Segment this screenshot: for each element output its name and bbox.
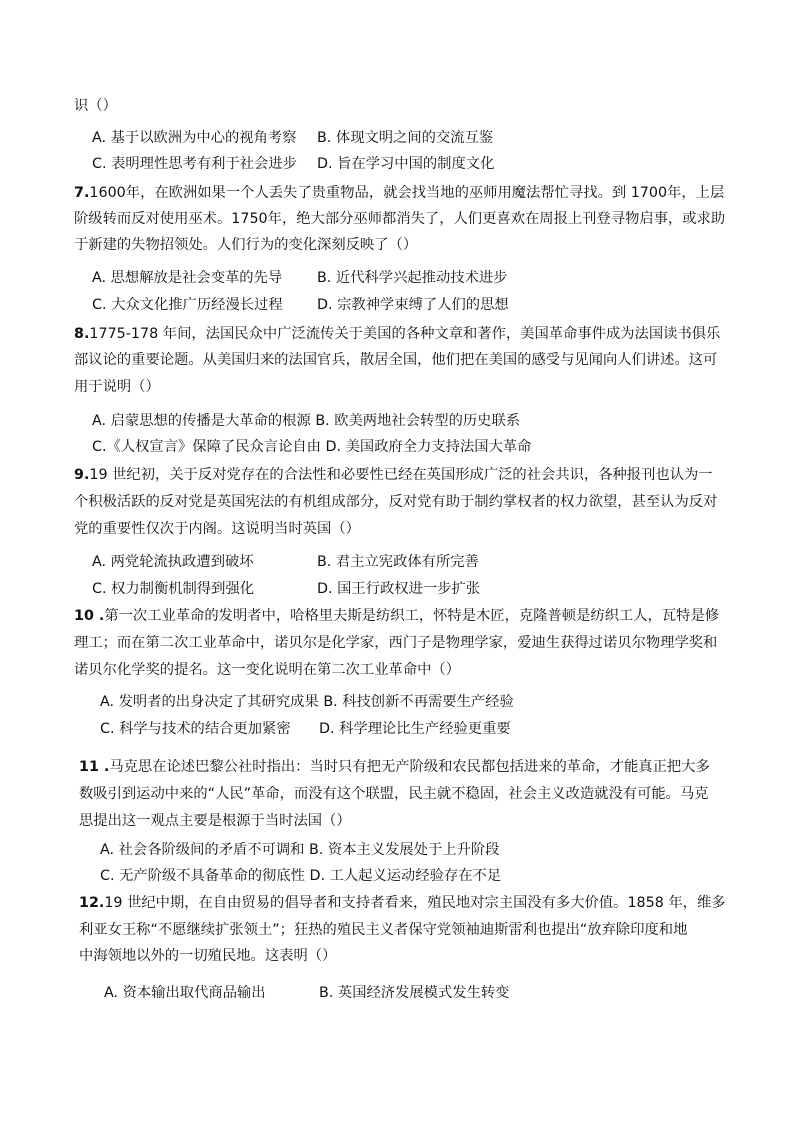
q12-option-b: B. 英国经济发展模式发生转变: [319, 985, 510, 1001]
q8-options-ab: A. 启蒙思想的传播是大革命的根源 B. 欧美两地社会转型的历史联系: [92, 413, 521, 429]
q7-option-a: A. 思想解放是社会变革的先导: [92, 270, 283, 286]
q11-options-cd: C. 无产阶级不具备革命的彻底性 D. 工人起义运动经验存在不足: [100, 868, 502, 884]
question-9-line-2: 个积极活跃的反对党是英国宪法的有机组成部分，反对党有助于制约掌权者的权力欲望，甚至认为反对: [74, 494, 718, 510]
question-7-line-2: 阶级转而反对使用巫术。1750年，绝大部分巫师都消失了，人们更喜欢在周报上刊登寻物启事，或求助: [74, 211, 726, 227]
question-9-line-1: 9.19 世纪初，关于反对党存在的合法性和必要性已经在英国形成广泛的社会共识，各种报刊也认为一: [74, 467, 713, 483]
q10-option-c: C. 科学与技术的结合更加紧密: [100, 721, 291, 737]
question-7-line-3: 于新建的失物招领处。人们行为的变化深刻反映了（）: [74, 237, 418, 253]
q6-option-b: B. 体现文明之间的交流互鉴: [317, 130, 494, 146]
q7-option-d: D. 宗教神学束缚了人们的思想: [317, 297, 509, 313]
q9-option-a: A. 两党轮流执政遭到破坏: [92, 554, 254, 570]
question-8-line-2: 部议论的重要论题。从美国归来的法国官兵，散居全国，他们把在美国的感受与见闻向人们讲述。这可: [74, 352, 718, 368]
q10-option-d: D. 科学理论比生产经验更重要: [319, 721, 511, 737]
question-7-number: 7.: [74, 185, 90, 201]
question-12-number: 12.: [79, 895, 105, 911]
q9-option-b: B. 君主立宪政体有所完善: [317, 554, 479, 570]
q8-options-cd: C.《人权宣言》保障了民众言论自由 D. 美国政府全力支持法国大革命: [92, 439, 532, 455]
question-11-line-2: 数吸引到运动中来的“人民”革命，而没有这个联盟，民主就不稳固，社会主义改造就没有可能。马克: [79, 786, 709, 802]
q9-option-d: D. 国王行政权进一步扩张: [317, 581, 481, 597]
question-10-line-3: 诺贝尔化学奖的提名。这一变化说明在第二次工业革命中（）: [74, 662, 461, 678]
question-7-line-1: 7.1600年，在欧洲如果一个人丢失了贵重物品，就会找当地的巫师用魔法帮忙寻找。到 1700年，上层: [74, 185, 725, 201]
q12-option-a: A. 资本输出取代商品输出: [104, 985, 266, 1001]
question-9-line-3: 党的重要性仅次于内阁。这说明当时英国（）: [74, 521, 360, 537]
question-12-line-3: 中海领地以外的一切殖民地。这表明（）: [79, 948, 337, 964]
question-11-line-1: 11 .马克思在论述巴黎公社时指出：当时只有把无产阶级和农民都包括进来的革命，才能真正把大多: [79, 759, 710, 775]
question-12-line-2: 利亚女王称“不愿继续扩张领土”；狂热的殖民主义者保守党领袖迪斯雷利也提出“放弃除印度和地: [79, 922, 688, 938]
question-10-line-1: 10 .第一次工业革命的发明者中，哈格里夫斯是纺织工，怀特是木匠，克隆普顿是纺织工人，瓦特是修: [74, 608, 720, 624]
question-12-line-1: 12.19 世纪中期，在自由贸易的倡导者和支持者看来，殖民地对宗主国没有多大价值。1858 年，维多: [79, 895, 726, 911]
question-8-number: 8.: [74, 326, 90, 342]
q10-options-ab: A. 发明者的出身决定了其研究成果 B. 科技创新不再需要生产经验: [100, 694, 514, 710]
q6-option-c: C. 表明理性思考有利于社会进步: [92, 156, 297, 172]
question-6-stem-tail: 识（）: [74, 98, 117, 114]
question-8-line-1: 8.1775-178 年间，法国民众中广泛流传关于美国的各种文章和著作，美国革命事件成为法国读书俱乐: [74, 326, 721, 342]
q7-option-b: B. 近代科学兴起推动技术进步: [317, 270, 508, 286]
question-11-number: 11 .: [79, 759, 110, 775]
q7-option-c: C. 大众文化推广历经漫长过程: [92, 297, 283, 313]
q6-option-d: D. 旨在学习中国的制度文化: [317, 156, 495, 172]
q11-options-ab: A. 社会各阶级间的矛盾不可调和 B. 资本主义发展处于上升阶段: [100, 842, 500, 858]
question-8-line-3: 用于说明（）: [74, 379, 160, 395]
q9-option-c: C. 权力制衡机制得到强化: [92, 581, 255, 597]
q6-option-a: A. 基于以欧洲为中心的视角考察: [92, 130, 297, 146]
question-11-line-3: 思提出这一观点主要是根源于当时法国（）: [79, 813, 351, 829]
question-10-number: 10 .: [74, 608, 105, 624]
question-10-line-2: 理工；而在第二次工业革命中，诺贝尔是化学家，西门子是物理学家，爱迪生获得过诺贝尔物理学奖和: [74, 635, 718, 651]
question-9-number: 9.: [74, 467, 90, 483]
